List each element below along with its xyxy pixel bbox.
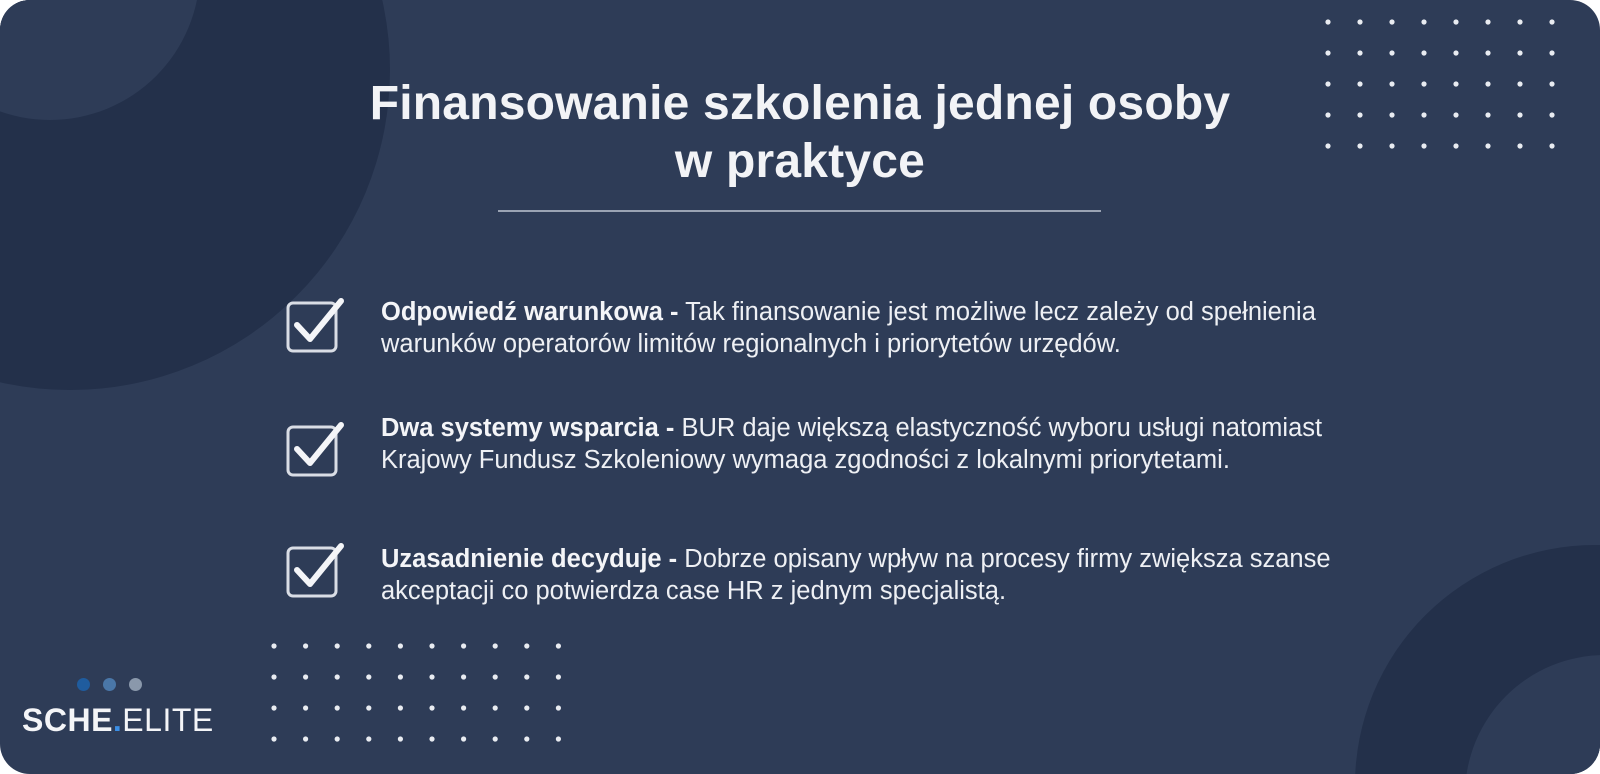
- title-line-1: Finansowanie szkolenia jednej osoby: [369, 77, 1231, 130]
- decor-dot: [1517, 143, 1522, 148]
- decor-dot: [1549, 143, 1554, 148]
- decor-dot: [493, 736, 498, 741]
- decor-dot: [303, 705, 308, 710]
- decor-dot: [429, 643, 434, 648]
- checkbox-check-icon: [286, 420, 348, 482]
- title-line-2: w praktyce: [674, 135, 926, 188]
- decor-dot: [366, 705, 371, 710]
- decor-dot: [1485, 50, 1490, 55]
- title-divider: [498, 210, 1101, 212]
- decor-dot: [1389, 19, 1394, 24]
- decor-dot: [524, 674, 529, 679]
- logo-dot: [103, 678, 116, 691]
- decor-dot-grid-bottom-left: [266, 638, 566, 748]
- decor-dot: [335, 674, 340, 679]
- list-item-body: BUR daje większą elastyczność wyboru usługi natomiast Krajowy Fundusz Szkoleniowy wymaga zgodności z lokalnymi priorytetami.: [381, 414, 1323, 474]
- decor-dot: [1485, 143, 1490, 148]
- list-item-heading: Odpowiedź warunkowa -: [381, 298, 679, 326]
- decor-dot: [461, 674, 466, 679]
- decor-dot: [429, 736, 434, 741]
- decor-dot: [271, 705, 276, 710]
- decor-dot: [524, 643, 529, 648]
- list-item-body: Tak finansowanie jest możliwe lecz zależy od spełnienia warunków operatorów limitów regionalnych i priorytetów urzędów.: [381, 298, 1316, 358]
- decor-dot: [271, 674, 276, 679]
- decor-dot: [1357, 50, 1362, 55]
- decor-dot: [335, 643, 340, 648]
- decor-dot: [429, 674, 434, 679]
- logo-separator: .: [112, 702, 123, 738]
- decor-dot: [556, 674, 561, 679]
- decor-dot: [398, 643, 403, 648]
- list-item-heading: Uzasadnienie decyduje -: [381, 545, 678, 573]
- logo-dot: [129, 678, 142, 691]
- decor-dot: [1325, 19, 1330, 24]
- decor-dot: [556, 643, 561, 648]
- decor-dot: [398, 705, 403, 710]
- decor-dot: [1421, 19, 1426, 24]
- decor-dot: [366, 674, 371, 679]
- decor-dot: [271, 736, 276, 741]
- decor-dot: [1517, 81, 1522, 86]
- decor-dot: [1485, 112, 1490, 117]
- decor-dot: [524, 736, 529, 741]
- decor-dot: [303, 643, 308, 648]
- brand-logo: [22, 678, 242, 758]
- decor-dot: [493, 674, 498, 679]
- checkbox-check-icon: [286, 296, 348, 358]
- logo-wordmark: [22, 702, 214, 739]
- decor-dot: [493, 643, 498, 648]
- decor-dot: [1421, 50, 1426, 55]
- decor-dot: [429, 705, 434, 710]
- decor-dot: [461, 736, 466, 741]
- logo-part-2: ELITE: [122, 702, 214, 738]
- decor-dot: [556, 736, 561, 741]
- decor-dot: [366, 643, 371, 648]
- list-item-text: [381, 543, 1401, 607]
- decor-dot: [1453, 50, 1458, 55]
- list-item-body: Dobrze opisany wpływ na procesy firmy zwiększa szanse akceptacji co potwierdza case HR z jednym specjalistą.: [381, 545, 1331, 605]
- decor-dot: [1357, 19, 1362, 24]
- list-item-text: [381, 296, 1401, 360]
- decor-dot: [335, 705, 340, 710]
- decor-dot: [1421, 81, 1426, 86]
- decor-dot: [398, 674, 403, 679]
- decor-dot: [461, 705, 466, 710]
- checkbox-check-icon: [286, 541, 348, 603]
- decor-dot: [1549, 112, 1554, 117]
- decor-dot: [1549, 19, 1554, 24]
- decor-dot: [1325, 50, 1330, 55]
- list-item-heading: Dwa systemy wsparcia -: [381, 414, 675, 442]
- logo-dot: [77, 678, 90, 691]
- decor-dot: [303, 674, 308, 679]
- decor-dot: [1389, 50, 1394, 55]
- logo-part-1: SCHE: [22, 702, 113, 738]
- decor-dot: [1549, 50, 1554, 55]
- decor-dot: [524, 705, 529, 710]
- decor-dot: [1453, 19, 1458, 24]
- decor-dot: [1517, 112, 1522, 117]
- list-item-text: [381, 412, 1401, 476]
- decor-dot: [1485, 19, 1490, 24]
- decor-dot: [556, 705, 561, 710]
- decor-dot: [398, 736, 403, 741]
- decor-dot: [303, 736, 308, 741]
- decor-dot: [461, 643, 466, 648]
- decor-dot: [1421, 112, 1426, 117]
- decor-dot: [366, 736, 371, 741]
- decor-dot: [271, 643, 276, 648]
- decor-dot: [1453, 112, 1458, 117]
- decor-dot: [1517, 19, 1522, 24]
- page-title: [200, 75, 1400, 191]
- decor-dot: [1421, 143, 1426, 148]
- decor-dot: [335, 736, 340, 741]
- decor-dot: [493, 705, 498, 710]
- decor-dot: [1485, 81, 1490, 86]
- decor-dot: [1453, 81, 1458, 86]
- decor-dot: [1517, 50, 1522, 55]
- decor-dot: [1549, 81, 1554, 86]
- decor-dot: [1453, 143, 1458, 148]
